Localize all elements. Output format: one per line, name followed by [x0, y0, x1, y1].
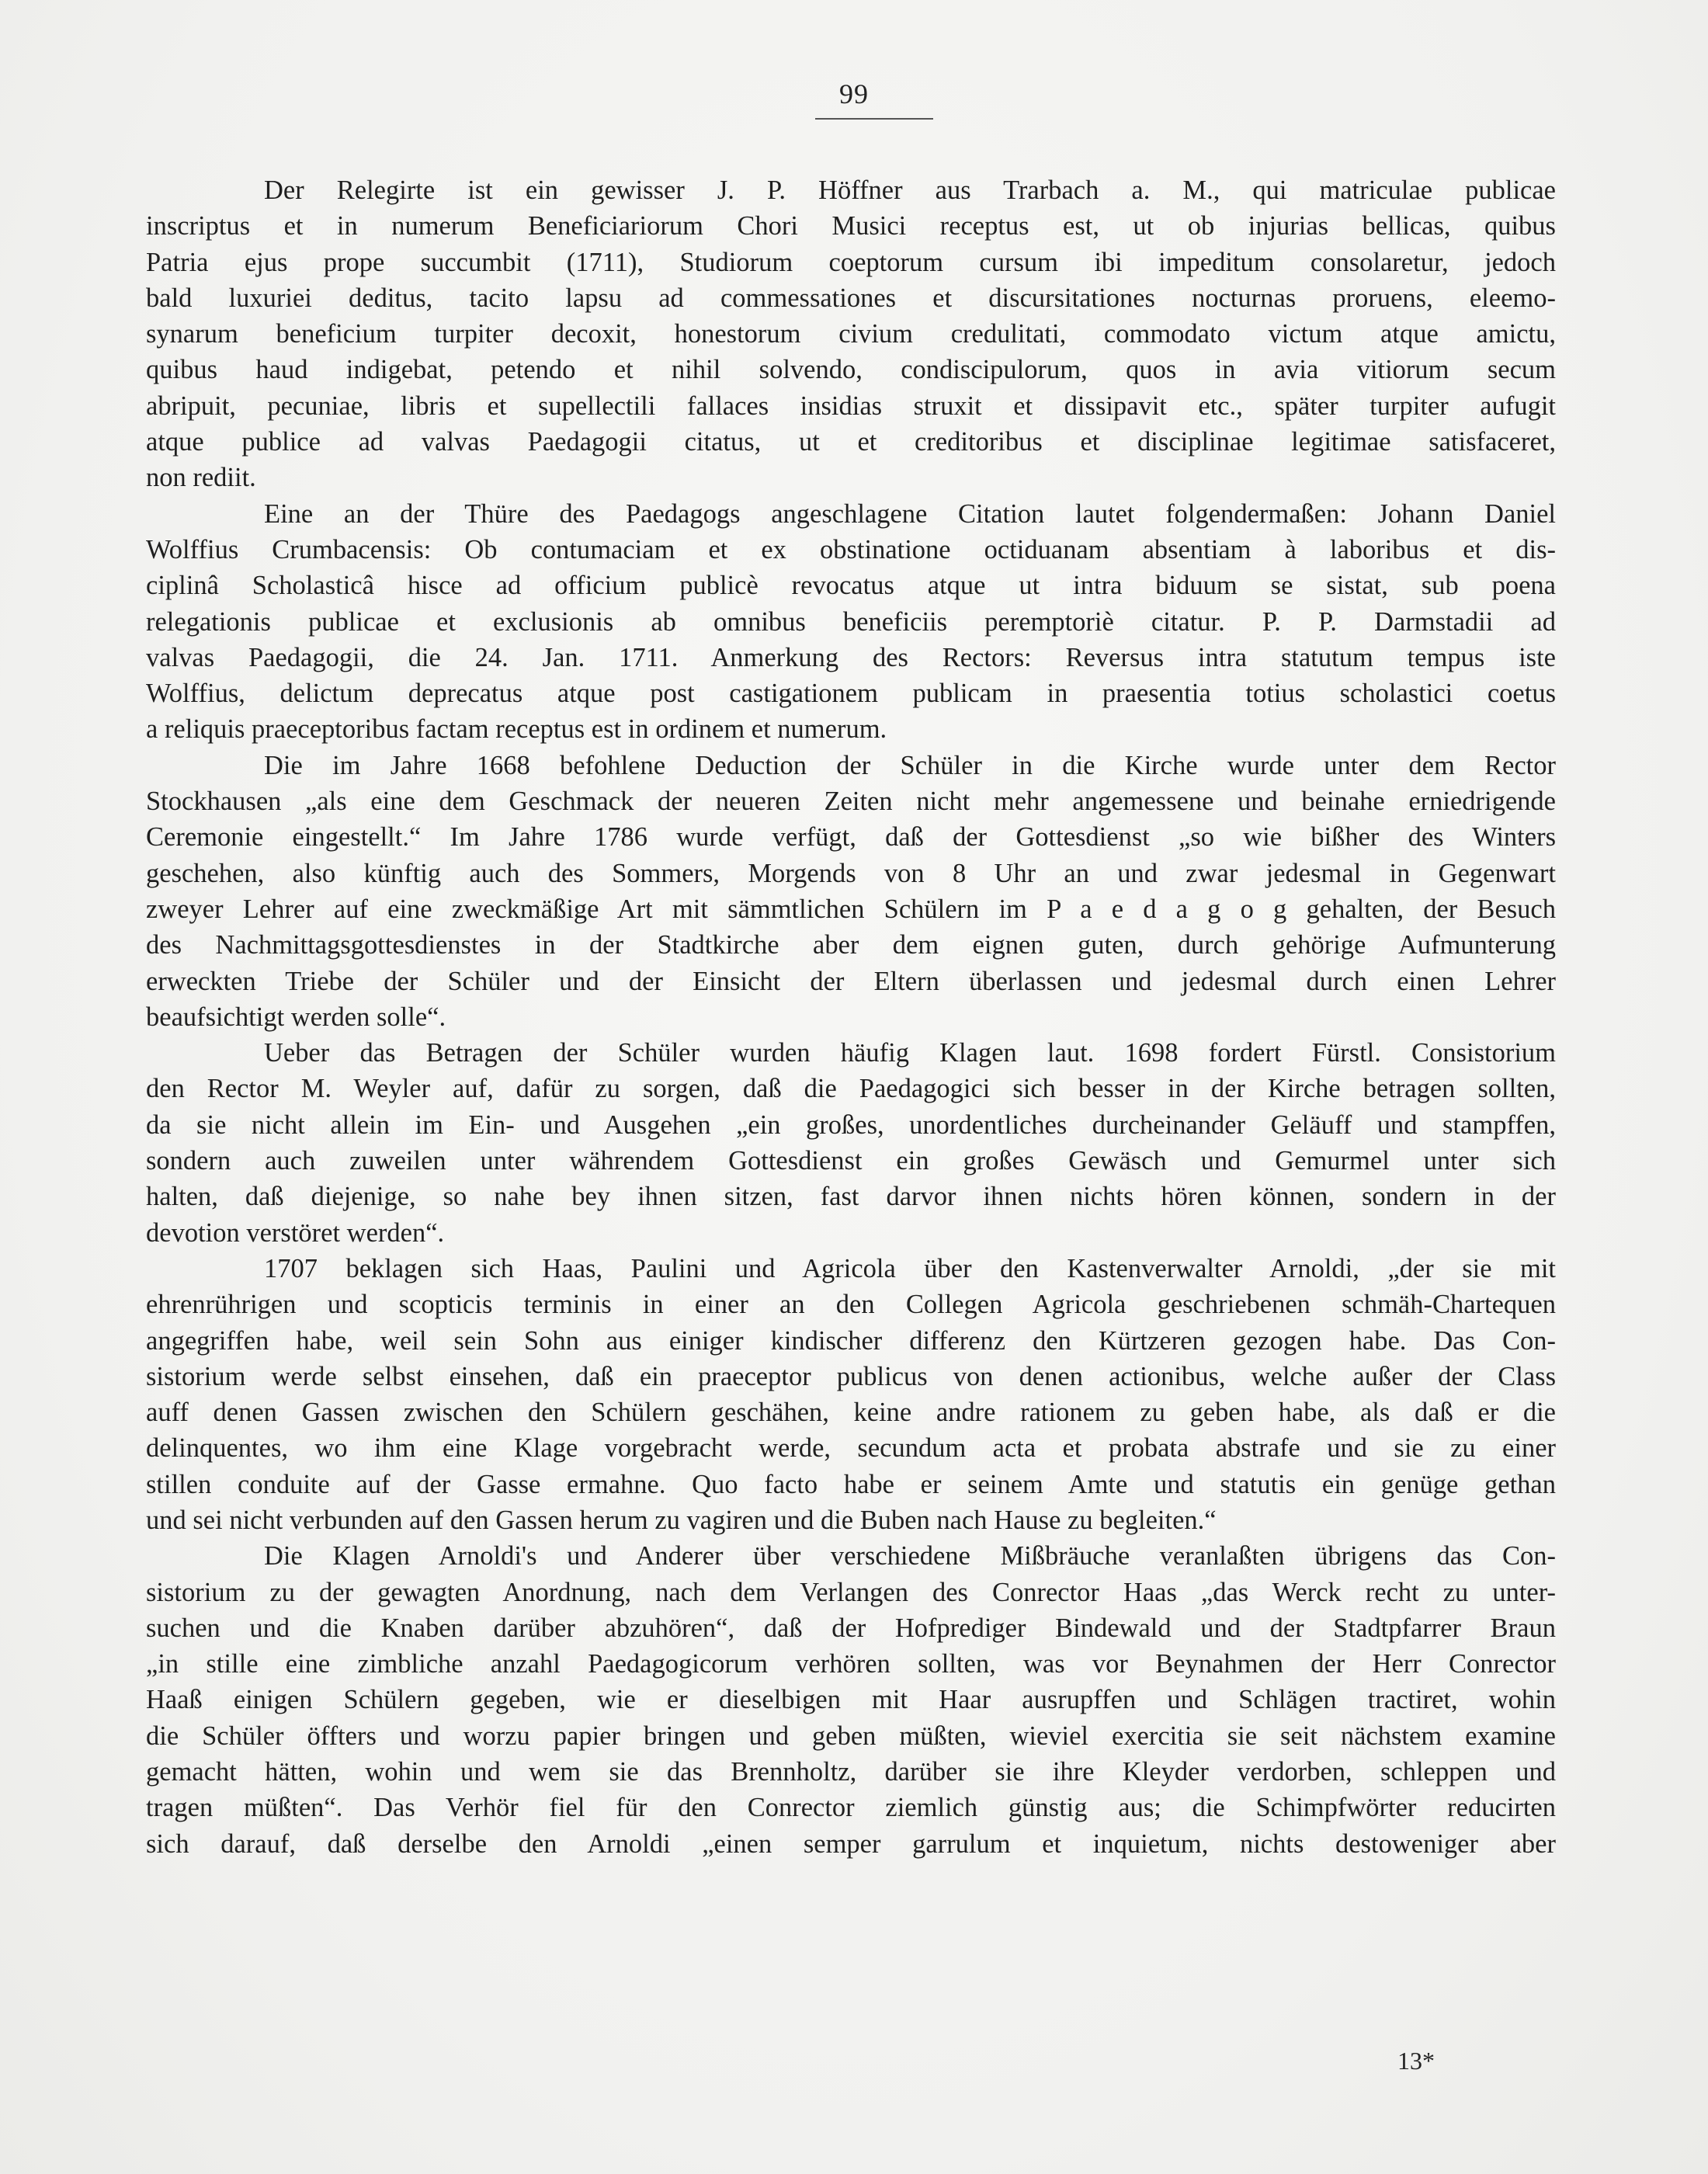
text-line: tragen müßten“. Das Verhör fiel für den Conrector ziemlich günstig aus; die Schimpfwörter reducirten [146, 1793, 1556, 1823]
text-line: und sei nicht verbunden auf den Gassen herum zu vagiren und die Buben nach Hause zu begleiten.“ [146, 1505, 1217, 1535]
text-line: synarum beneficium turpiter decoxit, honestorum civium credulitati, commodato victum atque amictu, [146, 319, 1556, 349]
text-line: geschehen, also künftig auch des Sommers, Morgends von 8 Uhr an und zwar jedesmal in Gegenwart [146, 858, 1556, 888]
page-number: 99 [839, 78, 869, 109]
text-line: da sie nicht allein im Ein- und Ausgehen „ein großes, unordentliches durcheinander Geläuff und stampffen, [146, 1110, 1556, 1140]
text-line: devotion verstöret werden“. [146, 1217, 445, 1248]
text-line: a reliquis praeceptoribus factam receptus est in ordinem et numerum. [146, 714, 887, 745]
text-line: quibus haud indigebat, petendo et nihil solvendo, condiscipulorum, quos in avia vitiorum secum [146, 355, 1556, 385]
text-line: angegriffen habe, weil sein Sohn aus einiger kindischer differenz den Kürtzeren gezogen habe. Das Con- [146, 1325, 1556, 1356]
paragraph-citation [146, 496, 1556, 748]
text-line: Eine an der Thüre des Paedagogs angeschlagene Citation lautet folgendermaßen: Johann Daniel [264, 498, 1556, 529]
text-line: auff denen Gassen zwischen den Schülern geschähen, keine andre rationem zu geben habe, als daß er die [146, 1398, 1556, 1428]
text-line: Die im Jahre 1668 befohlene Deduction der Schüler in die Kirche wurde unter dem Rector [264, 750, 1556, 780]
text-line: des Nachmittagsgottesdienstes in der Stadtkirche aber dem eignen guten, durch gehörige Aufmunterung [146, 930, 1556, 960]
paragraph-behaviour [146, 1035, 1556, 1251]
text-line: atque publice ad valvas Paedagogii citatus, ut et creditoribus et disciplinae legitimae satisfaceret, [146, 427, 1556, 457]
text-line: Wolffius, delictum deprecatus atque post castigationem publicam in praesentia totius scholastici coetus [146, 679, 1556, 709]
page-header [0, 78, 1708, 110]
paragraph-arnoldi-complaints [146, 1538, 1556, 1862]
text-line: delinquentes, wo ihm eine Klage vorgebracht werde, secundum acta et probata abstrafe und sie zu einer [146, 1433, 1556, 1464]
text-line: suchen und die Knaben darüber abzuhören“, daß der Hofprediger Bindewald und der Stadtpfarrer Braun [146, 1613, 1556, 1643]
text-line: 1707 beklagen sich Haas, Paulini und Agricola über den Kastenverwalter Arnoldi, „der sie mit [264, 1253, 1556, 1283]
text-line: Wolffius Crumbacensis: Ob contumaciam et ex obstinatione octiduanam absentiam à laboribus et dis- [146, 534, 1556, 564]
paragraph-complaint-1707 [146, 1251, 1556, 1538]
text-line: Die Klagen Arnoldi's und Anderer über verschiedene Mißbräuche veranlaßten übrigens das Con- [264, 1541, 1556, 1571]
paragraph-deduction [146, 748, 1556, 1035]
text-line: gemacht hätten, wohin und wem sie das Brennholtz, darüber sie ihre Kleyder verdorben, schleppen und [146, 1757, 1556, 1787]
text-line: stillen conduite auf der Gasse ermahne. Quo facto habe er seinem Amte und statutis ein genüge gethan [146, 1469, 1556, 1499]
text-line: inscriptus et in numerum Beneficiariorum Chori Musici receptus est, ut ob injurias bellicas, quibus [146, 211, 1556, 241]
text-line: den Rector M. Weyler auf, dafür zu sorgen, daß die Paedagogici sich besser in der Kirche betragen sollten, [146, 1074, 1556, 1104]
text-line: halten, daß diejenige, so nahe bey ihnen sitzen, fast darvor ihnen nichts hören können, sondern in der [146, 1182, 1556, 1212]
text-line: valvas Paedagogii, die 24. Jan. 1711. Anmerkung des Rectors: Reversus intra statutum tempus iste [146, 642, 1556, 672]
text-line: Ceremonie eingestellt.“ Im Jahre 1786 wurde verfügt, daß der Gottesdienst „so wie bißher des Winters [146, 822, 1556, 853]
text-line: bald luxuriei deditus, tacito lapsu ad commessationes et discursitationes nocturnas proruens, eleemo- [146, 283, 1556, 313]
text-line: relegationis publicae et exclusionis ab omnibus beneficiis peremptoriè citatur. P. P. Darmstadii ad [146, 606, 1556, 637]
text-line: beaufsichtigt werden solle“. [146, 1002, 446, 1032]
header-rule [815, 118, 933, 120]
text-line: sistorium zu der gewagten Anordnung, nach dem Verlangen des Conrector Haas „das Werck recht zu unter- [146, 1577, 1556, 1607]
text-line: „in stille eine zimbliche anzahl Paedagogicorum verhören sollten, was vor Beynahmen der Herr Conrector [146, 1649, 1556, 1679]
text-line: abripuit, pecuniae, libris et supellectili fallaces insidias struxit et dissipavit etc., später turpiter aufugit [146, 391, 1556, 421]
text-line: sondern auch zuweilen unter währendem Gottesdienst ein großes Gewäsch und Gemurmel unter sich [146, 1146, 1556, 1176]
text-line: ehrenrührigen und scopticis terminis in einer an den Collegen Agricola geschriebenen schmäh-Chartequen [146, 1290, 1556, 1320]
text-line: sich darauf, daß derselbe den Arnoldi „einen semper garrulum et inquietum, nichts destoweniger aber [146, 1828, 1556, 1859]
signature-mark: 13* [1397, 2047, 1435, 2075]
text-line: Patria ejus prope succumbit (1711), Studiorum coeptorum cursum ibi impeditum consolaretur, jedoch [146, 247, 1556, 277]
text-line: Der Relegirte ist ein gewisser J. P. Höffner aus Trarbach a. M., qui matriculae publicae [264, 175, 1556, 205]
text-line: non rediit. [146, 463, 256, 493]
body-text [146, 172, 1556, 1862]
paragraph-relegation [146, 172, 1556, 496]
text-line: Haaß einigen Schülern gegeben, wie er dieselbigen mit Haar ausrupffen und Schlägen tractiret, wohin [146, 1685, 1556, 1715]
text-line: Ueber das Betragen der Schüler wurden häufig Klagen laut. 1698 fordert Fürstl. Consistorium [264, 1038, 1556, 1068]
text-line: sistorium werde selbst einsehen, daß ein praeceptor publicus von denen actionibus, welche außer der Class [146, 1361, 1556, 1391]
text-line: die Schüler öffters und worzu papier bringen und geben müßten, wieviel exercitia sie seit nächstem examine [146, 1721, 1556, 1751]
text-line: ciplinâ Scholasticâ hisce ad officium publicè revocatus atque ut intra biduum se sistat, sub poena [146, 571, 1556, 601]
text-line: Stockhausen „als eine dem Geschmack der neueren Zeiten nicht mehr angemessene und beinahe erniedrigende [146, 787, 1556, 817]
text-line: erweckten Triebe der Schüler und der Einsicht der Eltern überlassen und jedesmal durch einen Lehrer [146, 966, 1556, 996]
text-line: zweyer Lehrer auf eine zweckmäßige Art mit sämmtlichen Schülern im P a e d a g o g gehalten, der Besuch [146, 894, 1556, 924]
